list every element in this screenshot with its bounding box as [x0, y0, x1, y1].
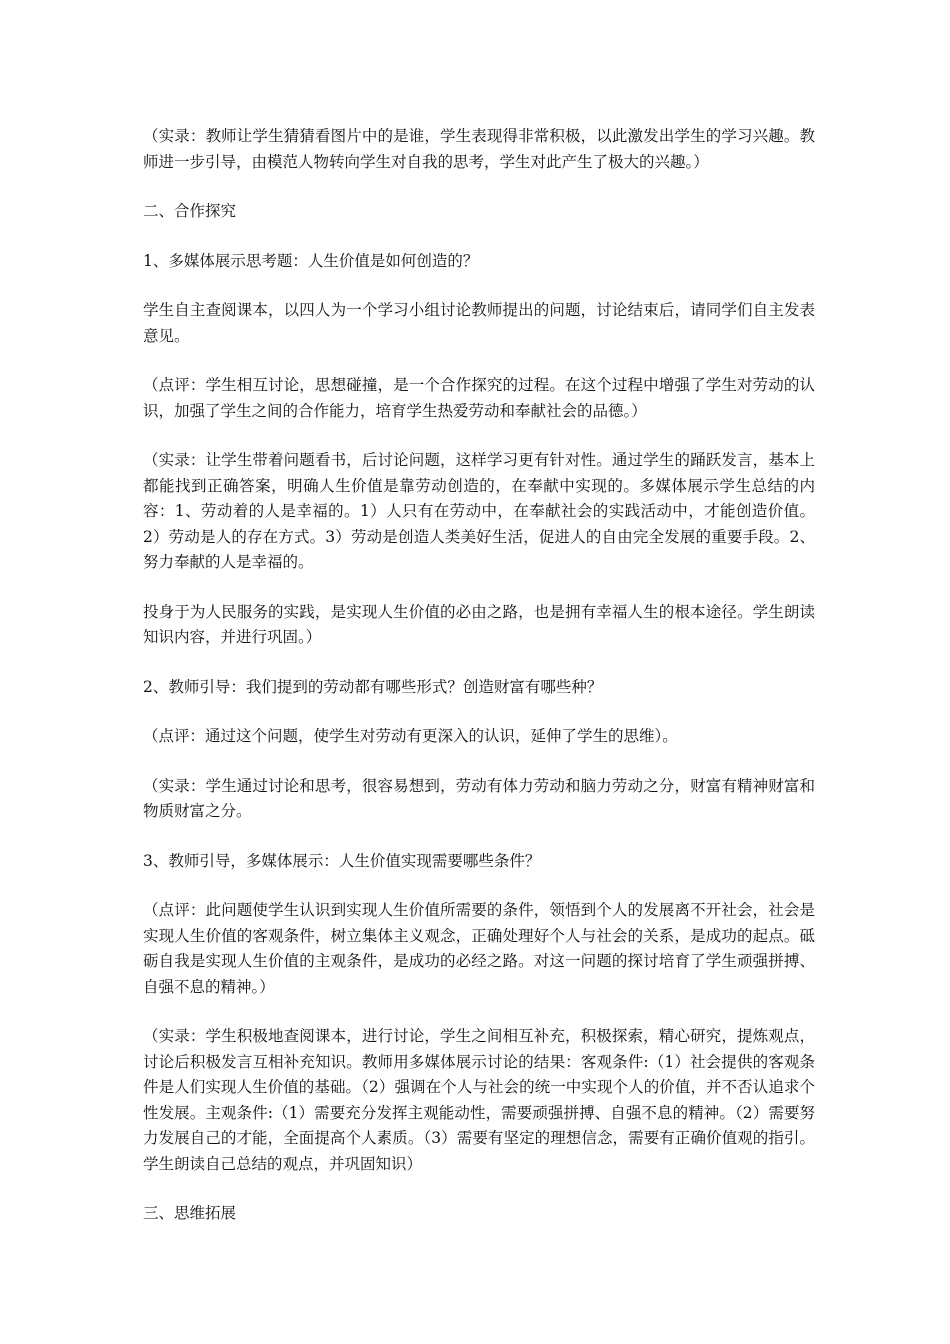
paragraph-comment-2: （点评：通过这个问题，使学生对劳动有更深入的认识，延伸了学生的思维）。 [143, 727, 678, 745]
question-3: 3、教师引导，多媒体展示：人生价值实现需要哪些条件？ [143, 851, 541, 870]
paragraph-self-study: 学生自主查阅课本，以四人为一个学习小组讨论教师提出的问题，讨论结束后，请同学们自主发表意见。 [143, 301, 815, 345]
document-page [143, 124, 815, 1227]
question-1: 1、多媒体展示思考题：人生价值是如何创造的？ [143, 251, 479, 270]
question-2: 2、教师引导：我们提到的劳动都有哪些形式？创造财富有哪些种？ [143, 677, 603, 696]
paragraph-record-2: （实录：学生通过讨论和思考，很容易想到，劳动有体力劳动和脑力劳动之分，财富有精神财富和物质财富之分。 [143, 776, 815, 820]
section-heading-cooperative-inquiry: 二、合作探究 [143, 202, 237, 220]
paragraph-comment-1: （点评：学生相互讨论，思想碰撞，是一个合作探究的过程。在这个过程中增强了学生对劳动的认识，加强了学生之间的合作能力，培育学生热爱劳动和奉献社会的品德。） [143, 376, 815, 420]
paragraph-record-3: （实录：学生积极地查阅课本，进行讨论，学生之间相互补充，积极探索，精心研究，提炼观点，讨论后积极发言互相补充知识。教师用多媒体展示讨论的结果：客观条件:（1）社会提供的客观条件是人们实现人生价值的基础。（2）强调在个人与社会的统一中实现个人的价值，并不否认追求个性发展。主观条件:（1）需要充分发挥主观能动性，需要顽强拼搏、自强不息的精神。（2）需要努力发展自己的才能，全面提高个人素质。（3）需要有坚定的理想信念，需要有正确价值观的指引。学生朗读自己总结的观点，并巩固知识） [143, 1027, 815, 1173]
paragraph-comment-3: （点评：此问题使学生认识到实现人生价值所需要的条件，领悟到个人的发展离不开社会，社会是实现人生价值的客观条件，树立集体主义观念，正确处理好个人与社会的关系，是成功的起点。砥砺自我是实现人生价值的主观条件，是成功的必经之路。对这一问题的探讨培育了学生顽强拼搏、自强不息的精神。） [143, 901, 815, 996]
paragraph-intro-record: （实录：教师让学生猜猜看图片中的是谁，学生表现得非常积极，以此激发出学生的学习兴趣。教师进一步引导，由模范人物转向学生对自我的思考，学生对此产生了极大的兴趣。） [143, 127, 815, 171]
paragraph-serve-people: 投身于为人民服务的实践，是实现人生价值的必由之路，也是拥有幸福人生的根本途径。学生朗读知识内容，并进行巩固。） [143, 602, 815, 646]
paragraph-record-1: （实录：让学生带着问题看书，后讨论问题，这样学习更有针对性。通过学生的踊跃发言，基本上都能找到正确答案，明确人生价值是靠劳动创造的，在奉献中实现的。多媒体展示学生总结的内容：1、劳动着的人是幸福的。1）人只有在劳动中，在奉献社会的实践活动中，才能创造价值。2）劳动是人的存在方式。3）劳动是创造人类美好生活，促进人的自由完全发展的重要手段。2、努力奉献的人是幸福的。 [143, 451, 815, 571]
section-heading-thinking-extension: 三、思维拓展 [143, 1204, 237, 1222]
